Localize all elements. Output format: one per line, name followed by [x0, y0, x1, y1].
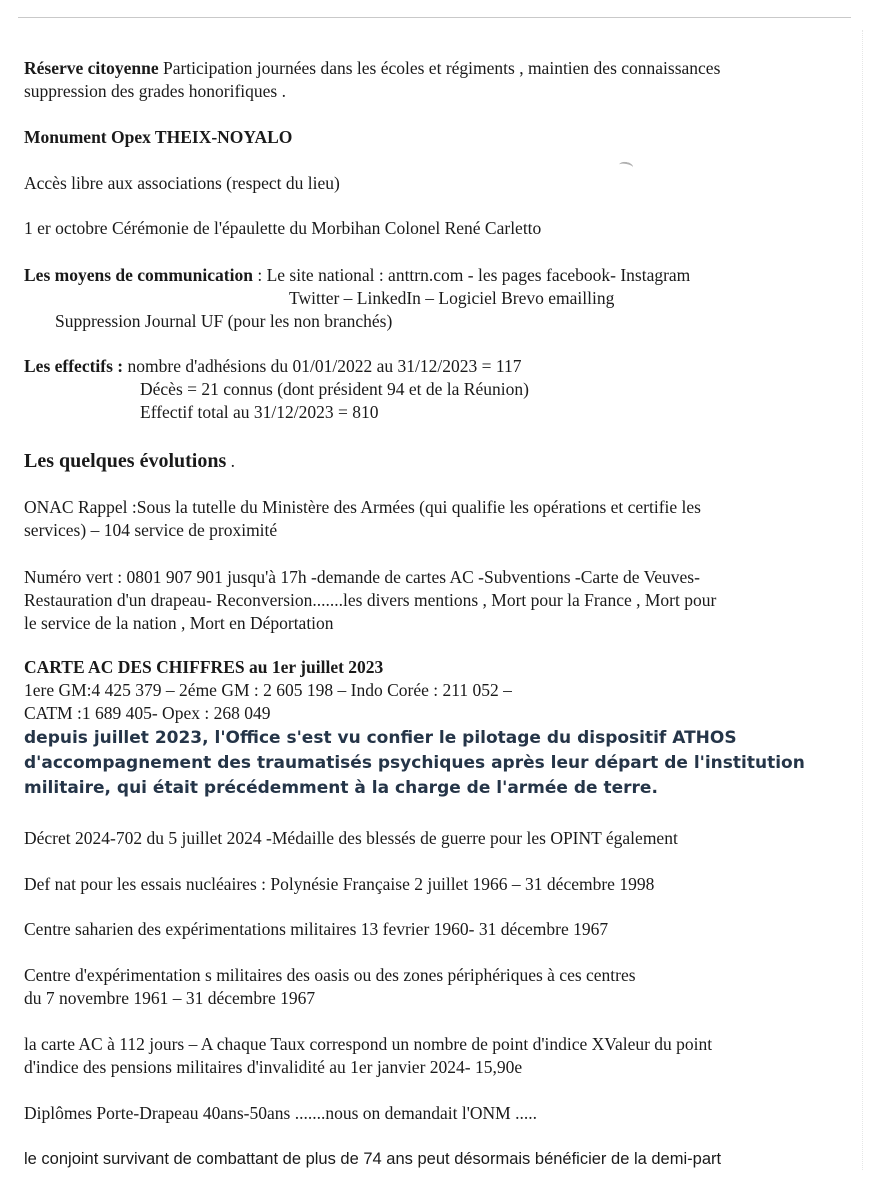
athos-line-2: d'accompagnement des traumatisés psychiques après leur départ de l'institution [24, 753, 805, 773]
carte-ac-section [24, 656, 512, 725]
effectifs-section [24, 355, 529, 424]
carte-ac-line-2: CATM :1 689 405- Opex : 268 049 [24, 703, 271, 723]
centre-saharien-text: Centre saharien des expérimentations militaires 13 fevrier 1960- 31 décembre 1967 [24, 919, 609, 939]
communication-line-2: Twitter – LinkedIn – Logiciel Brevo emailling [289, 288, 615, 308]
scan-border-line [18, 17, 851, 18]
reserve-text: Participation journées dans les écoles et régiments , maintien des connaissances [158, 58, 721, 78]
conjoint-text: le conjoint survivant de combattant de plus de 74 ans peut désormais bénéficier de la demi-part [24, 1150, 722, 1168]
scan-smudge [618, 161, 633, 171]
onac-line-1: ONAC Rappel :Sous la tutelle du Ministère des Armées (qui qualifie les opérations et certifie les [24, 497, 701, 517]
communication-section [24, 264, 690, 333]
defnat-text: Def nat pour les essais nucléaires : Polynésie Française 2 juillet 1966 – 31 décembre 1998 [24, 874, 655, 894]
decret-text: Décret 2024-702 du 5 juillet 2024 -Médaille des blessés de guerre pour les OPINT également [24, 828, 678, 848]
reserve-label: Réserve citoyenne [24, 58, 159, 78]
carte-112-section [24, 1033, 712, 1079]
communication-line-1 [24, 264, 690, 287]
evolutions-suffix: . [226, 451, 236, 471]
effectifs-text: nombre d'adhésions du 01/01/2022 au 31/12/2023 = 117 [123, 356, 522, 376]
onac-line-2: services) – 104 service de proximité [24, 520, 278, 540]
numero-vert-line-3: le service de la nation , Mort en Déportation [24, 613, 334, 633]
effectifs-line-3: Effectif total au 31/12/2023 = 810 [140, 402, 379, 422]
communication-label: Les moyens de communication [24, 265, 253, 285]
carte-112-line-2: d'indice des pensions militaires d'invalidité au 1er janvier 2024- 15,90e [24, 1057, 523, 1077]
athos-section [24, 726, 805, 801]
communication-text: : Le site national : anttrn.com - les pages facebook- Instagram [252, 265, 691, 285]
centre-oasis-line-1: Centre d'expérimentation s militaires des oasis ou des zones périphériques à ces centres [24, 965, 636, 985]
effectifs-line-1 [24, 355, 529, 378]
onac-section [24, 496, 701, 542]
reserve-line-1 [24, 57, 720, 80]
evolutions-title: Les quelques évolutions [24, 450, 227, 472]
communication-line-3: Suppression Journal UF (pour les non branchés) [55, 311, 393, 331]
centre-oasis-line-2: du 7 novembre 1961 – 31 décembre 1967 [24, 988, 316, 1008]
carte-112-line-1: la carte AC à 112 jours – A chaque Taux correspond un nombre de point d'indice XValeur du point [24, 1034, 713, 1054]
monument-access: Accès libre aux associations (respect du lieu) [24, 173, 340, 193]
athos-line-1: depuis juillet 2023, l'Office s'est vu confier le pilotage du dispositif ATHOS [24, 728, 737, 748]
reserve-section [24, 57, 720, 103]
effectifs-line-2: Décès = 21 connus (dont président 94 et de la Réunion) [140, 379, 529, 399]
carte-ac-title: CARTE AC DES CHIFFRES au 1er juillet 2023 [24, 657, 384, 677]
numero-vert-line-1: Numéro vert : 0801 907 901 jusqu'à 17h -demande de cartes AC -Subventions -Carte de Veuves- [24, 567, 700, 587]
monument-ceremony: 1 er octobre Cérémonie de l'épaulette du Morbihan Colonel René Carletto [24, 218, 542, 238]
centre-oasis-section [24, 964, 636, 1010]
effectifs-label: Les effectifs : [24, 356, 124, 376]
carte-ac-line-1: 1ere GM:4 425 379 – 2éme GM : 2 605 198 – Indo Corée : 211 052 – [24, 680, 512, 700]
numero-vert-line-2: Restauration d'un drapeau- Reconversion.......les divers mentions , Mort pour la France , Mort pour [24, 590, 717, 610]
numero-vert-section [24, 566, 716, 635]
monument-title: Monument Opex THEIX-NOYALO [24, 127, 293, 147]
evolutions-heading [24, 448, 235, 474]
athos-line-3: militaire, qui était précédemment à la charge de l'armée de terre. [24, 778, 658, 798]
reserve-line-2: suppression des grades honorifiques . [24, 81, 286, 101]
scan-edge [862, 30, 863, 1170]
diplomes-text: Diplômes Porte-Drapeau 40ans-50ans .......nous on demandait l'ONM ..... [24, 1103, 537, 1123]
